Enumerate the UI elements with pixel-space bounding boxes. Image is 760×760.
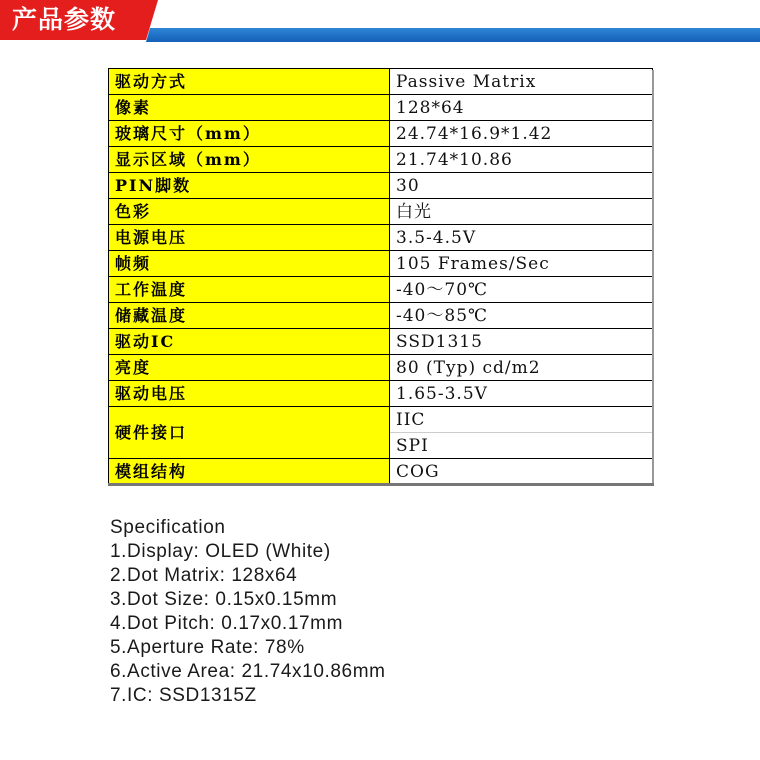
spec-value: SSD1315	[390, 329, 653, 355]
spec-label: 电源电压	[109, 225, 390, 251]
table-shadow-right	[652, 70, 654, 485]
spec-item: 4.Dot Pitch: 0.17x0.17mm	[110, 613, 344, 634]
spec-label: 储藏温度	[109, 303, 390, 329]
table-row	[109, 407, 653, 433]
spec-label: 模组结构	[109, 459, 390, 485]
table-row	[109, 225, 653, 251]
spec-value: IIC	[390, 407, 653, 433]
table-row	[109, 277, 653, 303]
spec-label: 像素	[109, 95, 390, 121]
specification-list	[110, 516, 386, 708]
spec-item: 5.Aperture Rate: 78%	[110, 637, 305, 658]
table-row	[109, 355, 653, 381]
table-row	[109, 381, 653, 407]
table-row	[109, 251, 653, 277]
spec-table	[108, 68, 653, 485]
spec-item: 6.Active Area: 21.74x10.86mm	[110, 661, 386, 682]
specification-heading: Specification	[110, 517, 226, 538]
spec-label: 玻璃尺寸（mm）	[109, 121, 390, 147]
table-row	[109, 69, 653, 95]
spec-item: 1.Display: OLED (White)	[110, 541, 331, 562]
table-row	[109, 147, 653, 173]
section-header	[0, 0, 760, 46]
table-row	[109, 173, 653, 199]
spec-label: 驱动方式	[109, 69, 390, 95]
table-shadow-bottom	[108, 483, 654, 486]
spec-label: 色彩	[109, 199, 390, 225]
spec-value: -40～70℃	[390, 277, 653, 303]
spec-label: 帧频	[109, 251, 390, 277]
table-row	[109, 199, 653, 225]
spec-value: 105 Frames/Sec	[390, 251, 653, 277]
header-bar	[146, 28, 760, 42]
table-row	[109, 459, 653, 485]
spec-value: 3.5-4.5V	[390, 225, 653, 251]
spec-label: 显示区域（mm）	[109, 147, 390, 173]
spec-value: 1.65-3.5V	[390, 381, 653, 407]
spec-label: 驱动电压	[109, 381, 390, 407]
spec-value: 80 (Typ) cd/m2	[390, 355, 653, 381]
spec-label: 驱动IC	[109, 329, 390, 355]
spec-value: -40～85℃	[390, 303, 653, 329]
spec-item: 2.Dot Matrix: 128x64	[110, 565, 298, 586]
spec-label: 工作温度	[109, 277, 390, 303]
spec-value: 24.74*16.9*1.42	[390, 121, 653, 147]
spec-value: Passive Matrix	[390, 69, 653, 95]
section-title: 产品参数	[12, 5, 117, 34]
spec-label: 亮度	[109, 355, 390, 381]
table-row	[109, 303, 653, 329]
spec-value: 30	[390, 173, 653, 199]
table-row	[109, 121, 653, 147]
spec-value: SPI	[390, 433, 653, 459]
spec-value: 白光	[390, 199, 653, 225]
spec-value: COG	[390, 459, 653, 485]
spec-table-body	[109, 69, 653, 485]
spec-item: 3.Dot Size: 0.15x0.15mm	[110, 589, 338, 610]
spec-label: PIN脚数	[109, 173, 390, 199]
spec-value: 128*64	[390, 95, 653, 121]
spec-label: 硬件接口	[109, 407, 390, 459]
table-row	[109, 95, 653, 121]
table-row	[109, 329, 653, 355]
spec-item: 7.IC: SSD1315Z	[110, 685, 257, 706]
spec-value: 21.74*10.86	[390, 147, 653, 173]
